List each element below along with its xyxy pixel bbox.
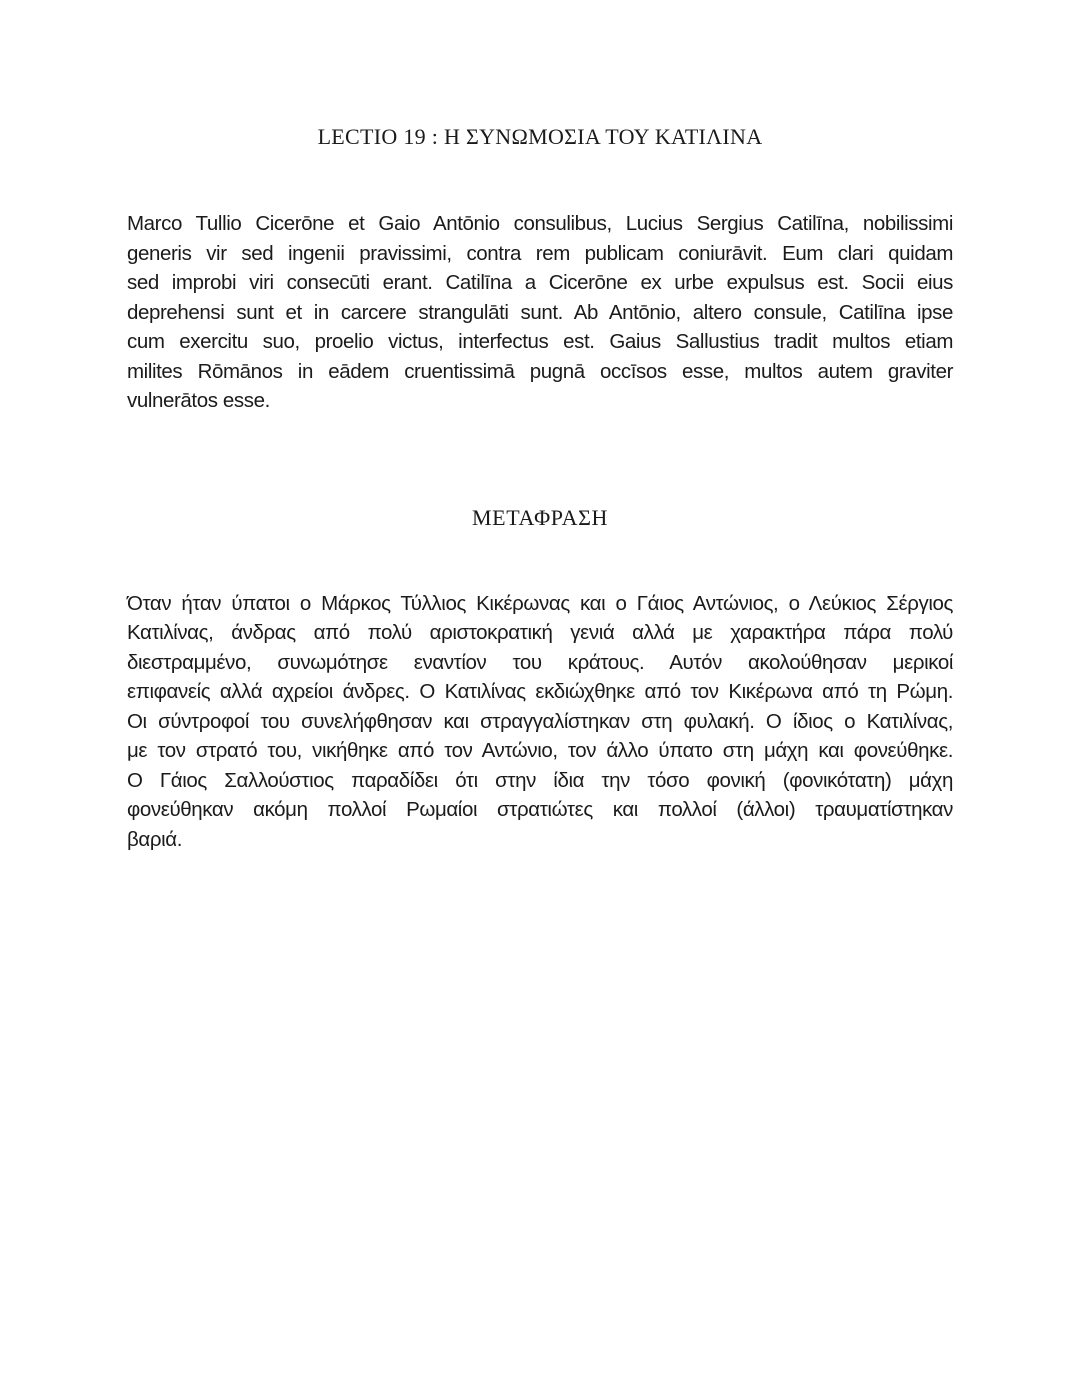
latin-line-1: Marco Tullio Cicerōne et Gaio Antōnio consulibus, Lucius Sergius Catilīna, nobilissimi xyxy=(127,212,953,235)
greek-line-9: βαριά. xyxy=(127,827,183,851)
latin-line-2: generis vir sed ingenii pravissimi, contra rem publicam coniurāvit. Eum clari quidam xyxy=(127,241,953,265)
latin-line-7: vulnerātos esse. xyxy=(127,389,270,412)
lesson-title: LECTIO 19 : Η ΣΥΝΩΜΟΣΙΑ ΤΟΥ ΚΑΤΙΛΙΝΑ xyxy=(317,124,763,149)
latin-line-3: sed improbi viri consecūti erant. Catilīna a Cicerōne ex urbe expulsus est. Socii eius xyxy=(127,271,953,294)
latin-paragraph xyxy=(127,209,953,416)
latin-line-5: cum exercitu suo, proelio victus, interfectus est. Gaius Sallustius tradit multos etiam xyxy=(127,330,953,353)
latin-line-4: deprehensi sunt et in carcere strangulāti sunt. Ab Antōnio, altero consule, Catilīna ipse xyxy=(127,300,953,324)
greek-translation-paragraph xyxy=(127,589,953,855)
latin-line-6: milites Rōmānos in eādem cruentissimā pugnā occīsos esse, multos autem graviter xyxy=(127,359,953,383)
greek-line-4: επιφανείς αλλά αχρείοι άνδρες. Ο Κατιλίνας εκδιώχθηκε από τον Κικέρωνα από τη Ρώμη. xyxy=(127,680,953,703)
greek-line-1: Όταν ήταν ύπατοι ο Μάρκος Τύλλιος Κικέρωνας και ο Γάιος Αντώνιος, ο Λεύκιος Σέργιος xyxy=(127,591,953,615)
greek-line-5: Οι σύντροφοί του συνελήφθησαν και στραγγαλίστηκαν στη φυλακή. Ο ίδιος ο Κατιλίνας, xyxy=(127,709,953,733)
greek-line-2: Κατιλίνας, άνδρας από πολύ αριστοκρατική γενιά αλλά με χαρακτήρα πάρα πολύ xyxy=(127,621,953,644)
greek-line-8: φονεύθηκαν ακόμη πολλοί Ρωμαίοι στρατιώτες και πολλοί (άλλοι) τραυματίστηκαν xyxy=(127,798,953,821)
translation-heading: ΜΕΤΑΦΡΑΣΗ xyxy=(472,504,608,530)
greek-line-6: με τον στρατό του, νικήθηκε από τον Αντώνιο, τον άλλο ύπατο στη μάχη και φονεύθηκε. xyxy=(127,739,953,762)
greek-line-3: διεστραμμένο, συνωμότησε εναντίον του κράτους. Αυτόν ακολούθησαν μερικοί xyxy=(127,650,953,674)
greek-line-7: Ο Γάιος Σαλλούστιος παραδίδει ότι στην ίδια την τόσο φονική (φονικότατη) μάχη xyxy=(127,768,953,792)
